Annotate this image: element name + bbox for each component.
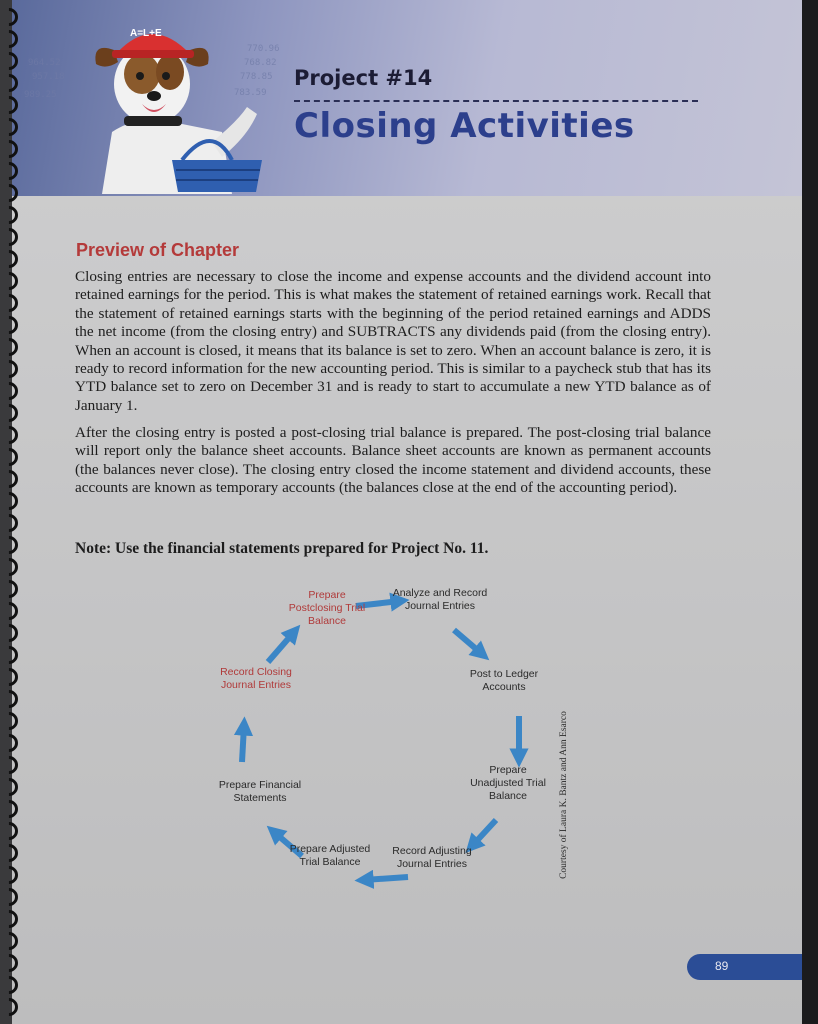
- dog-mascot-icon: [72, 12, 282, 194]
- chapter-header-banner: [12, 0, 802, 196]
- arrow-financial-to-closing: [242, 726, 244, 762]
- cap-text: A=L+E: [130, 28, 162, 39]
- image-credit: Courtesy of Laura K. Bantz and Ann Esarco: [559, 711, 569, 879]
- cycle-step-unadjusted: Prepare Unadjusted Trial Balance: [470, 764, 546, 802]
- cycle-step-analyze: Analyze and Record Journal Entries: [392, 587, 488, 612]
- background-figure: 770.96: [247, 44, 280, 54]
- background-figure: 783.59: [234, 88, 267, 98]
- arrow-unadjusted-to-adjusting: [472, 820, 496, 846]
- project-label: Project #14: [294, 66, 433, 90]
- background-figure: 989.25: [24, 90, 57, 100]
- cycle-step-financial: Prepare Financial Statements: [218, 779, 302, 804]
- cycle-step-adjusting: Record Adjusting Journal Entries: [392, 845, 472, 870]
- arrow-closing-to-postclosing: [268, 632, 294, 662]
- spiral-binding: [0, 0, 14, 1024]
- cycle-step-postclosing: Prepare Postclosing Trial Balance: [288, 589, 366, 627]
- note-text: Note: Use the financial statements prepared for Project No. 11.: [75, 540, 489, 557]
- preview-paragraph-1: Closing entries are necessary to close the income and expense accounts and the dividend account into retained earnings for the period. This is what makes the statement of retained earnings work. Recall that the statement of retained earnings starts with the beginning of the period retained earnings and ADDS the net income (from the closing entry) and SUBTRACTS any dividends paid (from the closing entry). When an account is closed, it means that its balance is set to zero. When an account balance is zero, it is ready to record information for the new accounting period. This is similar to a paycheck stub that has its YTD balance set to zero on December 31 and is ready to start to accumulate a new YTD balance as of January 1.: [75, 268, 711, 414]
- background-figure: 778.85: [240, 72, 273, 82]
- page-number-tab: [687, 954, 802, 980]
- cycle-step-adjusted: Prepare Adjusted Trial Balance: [289, 843, 371, 868]
- chapter-title: Closing Activities: [294, 106, 635, 146]
- page-edge-shadow: [802, 0, 818, 1024]
- cycle-step-post: Post to Ledger Accounts: [469, 668, 539, 693]
- preview-paragraph-2: After the closing entry is posted a post-closing trial balance is prepared. The post-closing trial balance will report only the balance sheet accounts. Balance sheet accounts are known as permanent accounts (the balances never close). The closing entry closed the income statement and dividend accounts, these accounts are known as temporary accounts (the balances close at the end of the accounting period).: [75, 424, 711, 497]
- cycle-step-closing: Record Closing Journal Entries: [220, 666, 292, 691]
- preview-heading: Preview of Chapter: [76, 240, 240, 260]
- dashed-divider: [294, 100, 698, 102]
- textbook-page: [12, 0, 802, 1024]
- arrow-analyze-to-post: [454, 630, 482, 654]
- background-figure: 957.18: [32, 72, 65, 82]
- arrow-adjusting-to-adjusted: [364, 877, 408, 880]
- background-figure: 964.52: [28, 58, 61, 68]
- page-number: 89: [715, 959, 729, 973]
- background-figure: 768.82: [244, 58, 277, 68]
